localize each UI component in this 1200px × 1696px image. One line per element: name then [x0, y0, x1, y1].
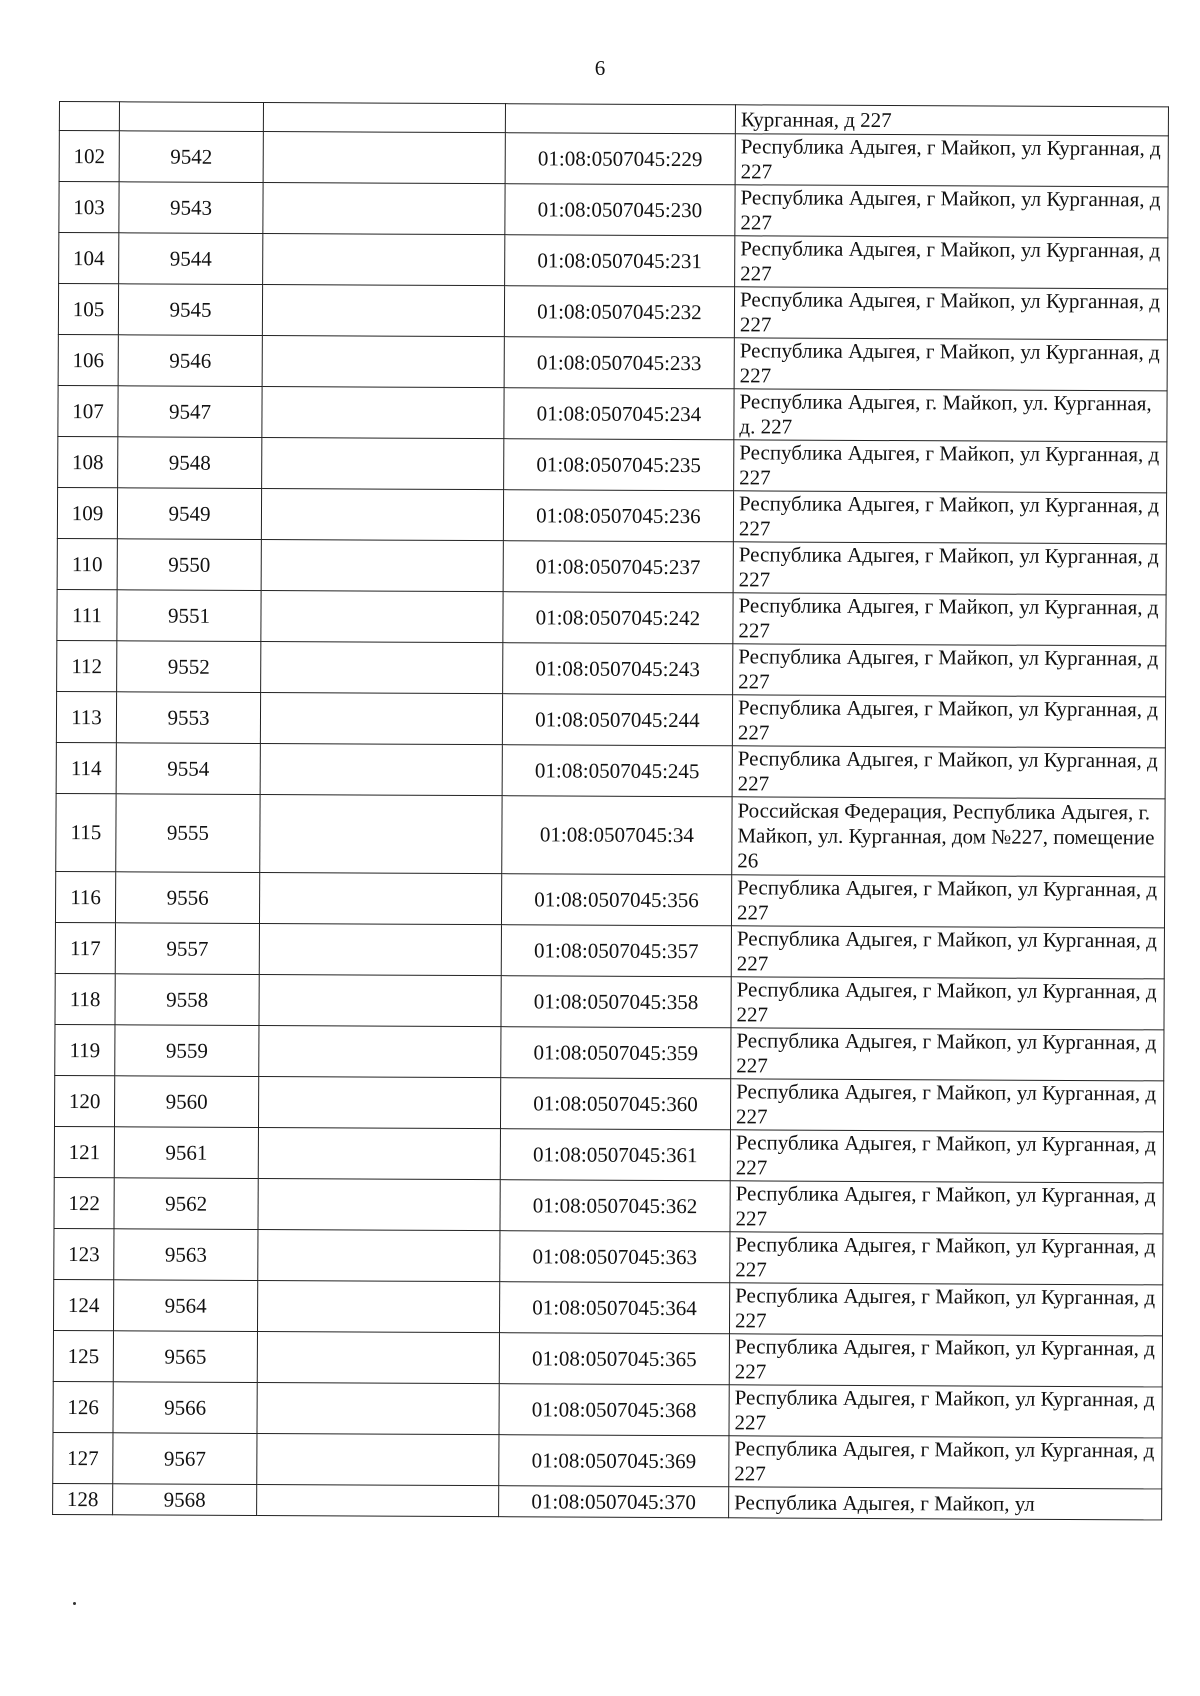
- object-id-cell: 9562: [114, 1178, 258, 1230]
- cadastral-number-cell: 01:08:0507045:245: [502, 745, 732, 797]
- row-number-cell: 128: [53, 1483, 113, 1514]
- empty-cell: [258, 1178, 500, 1230]
- property-table-wrapper: [52, 101, 1169, 1520]
- object-id-cell: 9548: [118, 437, 262, 489]
- empty-cell: [262, 386, 504, 438]
- object-id-cell: 9545: [118, 284, 262, 336]
- address-cell: Республика Адыгея, г Майкоп, ул Курганная, д 227: [729, 1385, 1162, 1438]
- table-row: [54, 1075, 1163, 1131]
- empty-cell: [263, 131, 505, 183]
- table-row: [57, 640, 1166, 696]
- row-number-cell: 111: [57, 589, 117, 640]
- row-number-cell: 118: [55, 973, 115, 1024]
- address-cell: Республика Адыгея, г Майкоп, ул Курганная, д 227: [734, 338, 1167, 391]
- row-number-cell: 119: [55, 1024, 115, 1075]
- empty-cell: [263, 182, 505, 234]
- object-id-cell: 9544: [119, 233, 263, 285]
- address-cell: Республика Адыгея, г Майкоп, ул Курганная, д 227: [731, 1028, 1164, 1081]
- empty-cell: [259, 872, 501, 924]
- object-id-cell: 9567: [113, 1433, 257, 1485]
- row-number-cell: 124: [53, 1279, 113, 1330]
- row-number-cell: [59, 102, 119, 131]
- table-row: [56, 793, 1165, 876]
- address-cell: Республика Адыгея, г Майкоп, ул Курганная, д 227: [734, 287, 1167, 340]
- row-number-cell: 110: [57, 538, 117, 589]
- object-id-cell: 9556: [115, 872, 259, 924]
- table-row: [56, 691, 1165, 747]
- empty-cell: [261, 641, 503, 693]
- object-id-cell: 9568: [113, 1484, 257, 1516]
- cadastral-number-cell: 01:08:0507045:230: [505, 184, 735, 236]
- row-number-cell: 126: [53, 1381, 113, 1432]
- cadastral-number-cell: 01:08:0507045:244: [502, 694, 732, 746]
- cadastral-number-cell: 01:08:0507045:361: [500, 1129, 730, 1181]
- table-row: [59, 233, 1168, 289]
- row-number-cell: 125: [53, 1330, 113, 1381]
- address-cell: Республика Адыгея, г Майкоп, ул Курганная, д 227: [735, 236, 1168, 289]
- object-id-cell: 9549: [117, 488, 261, 540]
- address-cell: Республика Адыгея, г Майкоп, ул Курганная, д 227: [733, 644, 1166, 697]
- empty-cell: [257, 1433, 499, 1485]
- empty-cell: [258, 1127, 500, 1179]
- row-number-cell: 120: [54, 1075, 114, 1126]
- table-row: [57, 538, 1166, 594]
- address-cell: Курганная, д 227: [735, 105, 1168, 136]
- empty-cell: [257, 1280, 499, 1332]
- table-row: [59, 131, 1168, 187]
- table-row: [53, 1483, 1162, 1519]
- object-id-cell: 9547: [118, 386, 262, 438]
- table-row: [57, 487, 1166, 543]
- row-number-cell: 127: [53, 1432, 113, 1483]
- table-row: [55, 871, 1164, 927]
- cadastral-number-cell: 01:08:0507045:358: [501, 976, 731, 1028]
- property-table-body: [53, 102, 1169, 1520]
- row-number-cell: 114: [56, 742, 116, 793]
- row-number-cell: 122: [54, 1177, 114, 1228]
- address-cell: Республика Адыгея, г Майкоп, ул Курганная, д 227: [733, 542, 1166, 595]
- address-cell: Республика Адыгея, г Майкоп, ул Курганная, д 227: [729, 1436, 1162, 1489]
- table-row: [53, 1279, 1162, 1335]
- object-id-cell: 9565: [113, 1331, 257, 1383]
- address-cell: Республика Адыгея, г Майкоп, ул Курганная, д 227: [735, 134, 1168, 187]
- empty-cell: [257, 1382, 499, 1434]
- row-number-cell: 115: [56, 793, 116, 871]
- empty-cell: [263, 233, 505, 285]
- cadastral-number-cell: 01:08:0507045:231: [505, 235, 735, 287]
- cadastral-number-cell: 01:08:0507045:242: [503, 592, 733, 644]
- cadastral-number-cell: 01:08:0507045:363: [500, 1231, 730, 1283]
- empty-cell: [261, 488, 503, 540]
- cadastral-number-cell: 01:08:0507045:357: [501, 925, 731, 977]
- cadastral-number-cell: 01:08:0507045:368: [499, 1384, 729, 1436]
- empty-cell: [260, 692, 502, 744]
- cadastral-number-cell: 01:08:0507045:362: [500, 1180, 730, 1232]
- cadastral-number-cell: 01:08:0507045:356: [501, 874, 731, 926]
- empty-cell: [258, 1076, 500, 1128]
- page-number: 6: [594, 56, 606, 80]
- cadastral-number-cell: 01:08:0507045:237: [503, 541, 733, 593]
- object-id-cell: 9553: [116, 692, 260, 744]
- empty-cell: [259, 923, 501, 975]
- row-number-cell: 106: [58, 334, 118, 385]
- address-cell: Республика Адыгея, г Майкоп, ул Курганная, д 227: [731, 926, 1164, 979]
- object-id-cell: 9552: [117, 641, 261, 693]
- object-id-cell: 9558: [115, 974, 259, 1026]
- object-id-cell: 9557: [115, 923, 259, 975]
- cadastral-number-cell: 01:08:0507045:235: [504, 439, 734, 491]
- table-row: [56, 742, 1165, 798]
- address-cell: Республика Адыгея, г Майкоп, ул Курганная, д 227: [730, 1130, 1163, 1183]
- table-row: [53, 1330, 1162, 1386]
- empty-cell: [262, 335, 504, 387]
- table-row: [57, 589, 1166, 645]
- cadastral-number-cell: 01:08:0507045:370: [499, 1486, 729, 1518]
- object-id-cell: 9542: [119, 131, 263, 183]
- table-row: [55, 922, 1164, 978]
- table-row: [54, 1177, 1163, 1233]
- address-cell: Республика Адыгея, г Майкоп, ул Курганная, д 227: [735, 185, 1168, 238]
- table-row: [59, 182, 1168, 238]
- cadastral-number-cell: 01:08:0507045:365: [499, 1333, 729, 1385]
- row-number-cell: 112: [57, 640, 117, 691]
- row-number-cell: 103: [59, 182, 119, 233]
- empty-cell: [261, 590, 503, 642]
- cadastral-number-cell: 01:08:0507045:364: [499, 1282, 729, 1334]
- empty-cell: [260, 794, 502, 873]
- object-id-cell: 9554: [116, 743, 260, 795]
- cadastral-number-cell: 01:08:0507045:229: [505, 133, 735, 185]
- address-cell: Республика Адыгея, г Майкоп, ул Курганная, д 227: [734, 440, 1167, 493]
- empty-cell: [257, 1484, 499, 1516]
- empty-cell: [261, 539, 503, 591]
- cadastral-number-cell: 01:08:0507045:233: [504, 337, 734, 389]
- address-cell: Российская Федерация, Республика Адыгея, г. Майкоп, ул. Курганная, дом №227, помещение 26: [732, 797, 1165, 877]
- object-id-cell: [119, 102, 263, 132]
- object-id-cell: 9561: [114, 1127, 258, 1179]
- cadastral-number-cell: 01:08:0507045:232: [504, 286, 734, 338]
- address-cell: Республика Адыгея, г Майкоп, ул Курганная, д 227: [731, 875, 1164, 928]
- object-id-cell: 9551: [117, 590, 261, 642]
- row-number-cell: 108: [58, 436, 118, 487]
- address-cell: Республика Адыгея, г Майкоп, ул Курганная, д 227: [729, 1283, 1162, 1336]
- object-id-cell: 9563: [114, 1229, 258, 1281]
- row-number-cell: 104: [59, 233, 119, 284]
- object-id-cell: 9566: [113, 1382, 257, 1434]
- address-cell: Республика Адыгея, г Майкоп, ул Курганная, д 227: [731, 977, 1164, 1030]
- table-row: [53, 1381, 1162, 1437]
- empty-cell: [257, 1331, 499, 1383]
- table-row: [55, 973, 1164, 1029]
- row-number-cell: 123: [54, 1228, 114, 1279]
- property-table: [52, 101, 1169, 1520]
- address-cell: Республика Адыгея, г Майкоп, ул Курганная, д 227: [729, 1334, 1162, 1387]
- row-number-cell: 116: [55, 871, 115, 922]
- object-id-cell: 9550: [117, 539, 261, 591]
- empty-cell: [263, 102, 505, 132]
- cadastral-number-cell: 01:08:0507045:359: [501, 1027, 731, 1079]
- table-row: [58, 385, 1167, 441]
- row-number-cell: 102: [59, 131, 119, 182]
- scan-speck: [73, 1602, 76, 1605]
- empty-cell: [262, 284, 504, 336]
- row-number-cell: 121: [54, 1126, 114, 1177]
- cadastral-number-cell: 01:08:0507045:369: [499, 1435, 729, 1487]
- row-number-cell: 107: [58, 385, 118, 436]
- row-number-cell: 109: [57, 487, 117, 538]
- table-row: [54, 1228, 1163, 1284]
- empty-cell: [259, 974, 501, 1026]
- empty-cell: [258, 1229, 500, 1281]
- address-cell: Республика Адыгея, г Майкоп, ул Курганная, д 227: [733, 593, 1166, 646]
- object-id-cell: 9555: [116, 794, 260, 873]
- empty-cell: [260, 743, 502, 795]
- address-cell: Республика Адыгея, г Майкоп, ул Курганная, д 227: [730, 1079, 1163, 1132]
- address-cell: Республика Адыгея, г Майкоп, ул Курганная, д 227: [730, 1181, 1163, 1234]
- table-row: [54, 1126, 1163, 1182]
- address-cell: Республика Адыгея, г Майкоп, ул Курганная, д 227: [732, 746, 1165, 799]
- empty-cell: [262, 437, 504, 489]
- empty-cell: [259, 1025, 501, 1077]
- row-number-cell: 105: [58, 284, 118, 335]
- object-id-cell: 9560: [114, 1076, 258, 1128]
- address-cell: Республика Адыгея, г Майкоп, ул Курганная, д 227: [732, 695, 1165, 748]
- row-number-cell: 113: [56, 691, 116, 742]
- address-cell: Республика Адыгея, г. Майкоп, ул. Курганная, д. 227: [734, 389, 1167, 442]
- cadastral-number-cell: [505, 104, 735, 134]
- cadastral-number-cell: 01:08:0507045:243: [503, 643, 733, 695]
- address-cell: Республика Адыгея, г Майкоп, ул Курганная, д 227: [733, 491, 1166, 544]
- address-cell: Республика Адыгея, г Майкоп, ул Курганная, д 227: [730, 1232, 1163, 1285]
- object-id-cell: 9559: [115, 1025, 259, 1077]
- table-row: [58, 334, 1167, 390]
- object-id-cell: 9543: [119, 182, 263, 234]
- table-row: [58, 284, 1167, 340]
- address-cell: Республика Адыгея, г Майкоп, ул: [729, 1487, 1162, 1520]
- cadastral-number-cell: 01:08:0507045:236: [503, 490, 733, 542]
- object-id-cell: 9546: [118, 335, 262, 387]
- table-row: [53, 1432, 1162, 1488]
- cadastral-number-cell: 01:08:0507045:234: [504, 388, 734, 440]
- cadastral-number-cell: 01:08:0507045:360: [500, 1078, 730, 1130]
- table-row: [55, 1024, 1164, 1080]
- row-number-cell: 117: [55, 922, 115, 973]
- object-id-cell: 9564: [113, 1280, 257, 1332]
- cadastral-number-cell: 01:08:0507045:34: [502, 796, 732, 875]
- table-row: [58, 436, 1167, 492]
